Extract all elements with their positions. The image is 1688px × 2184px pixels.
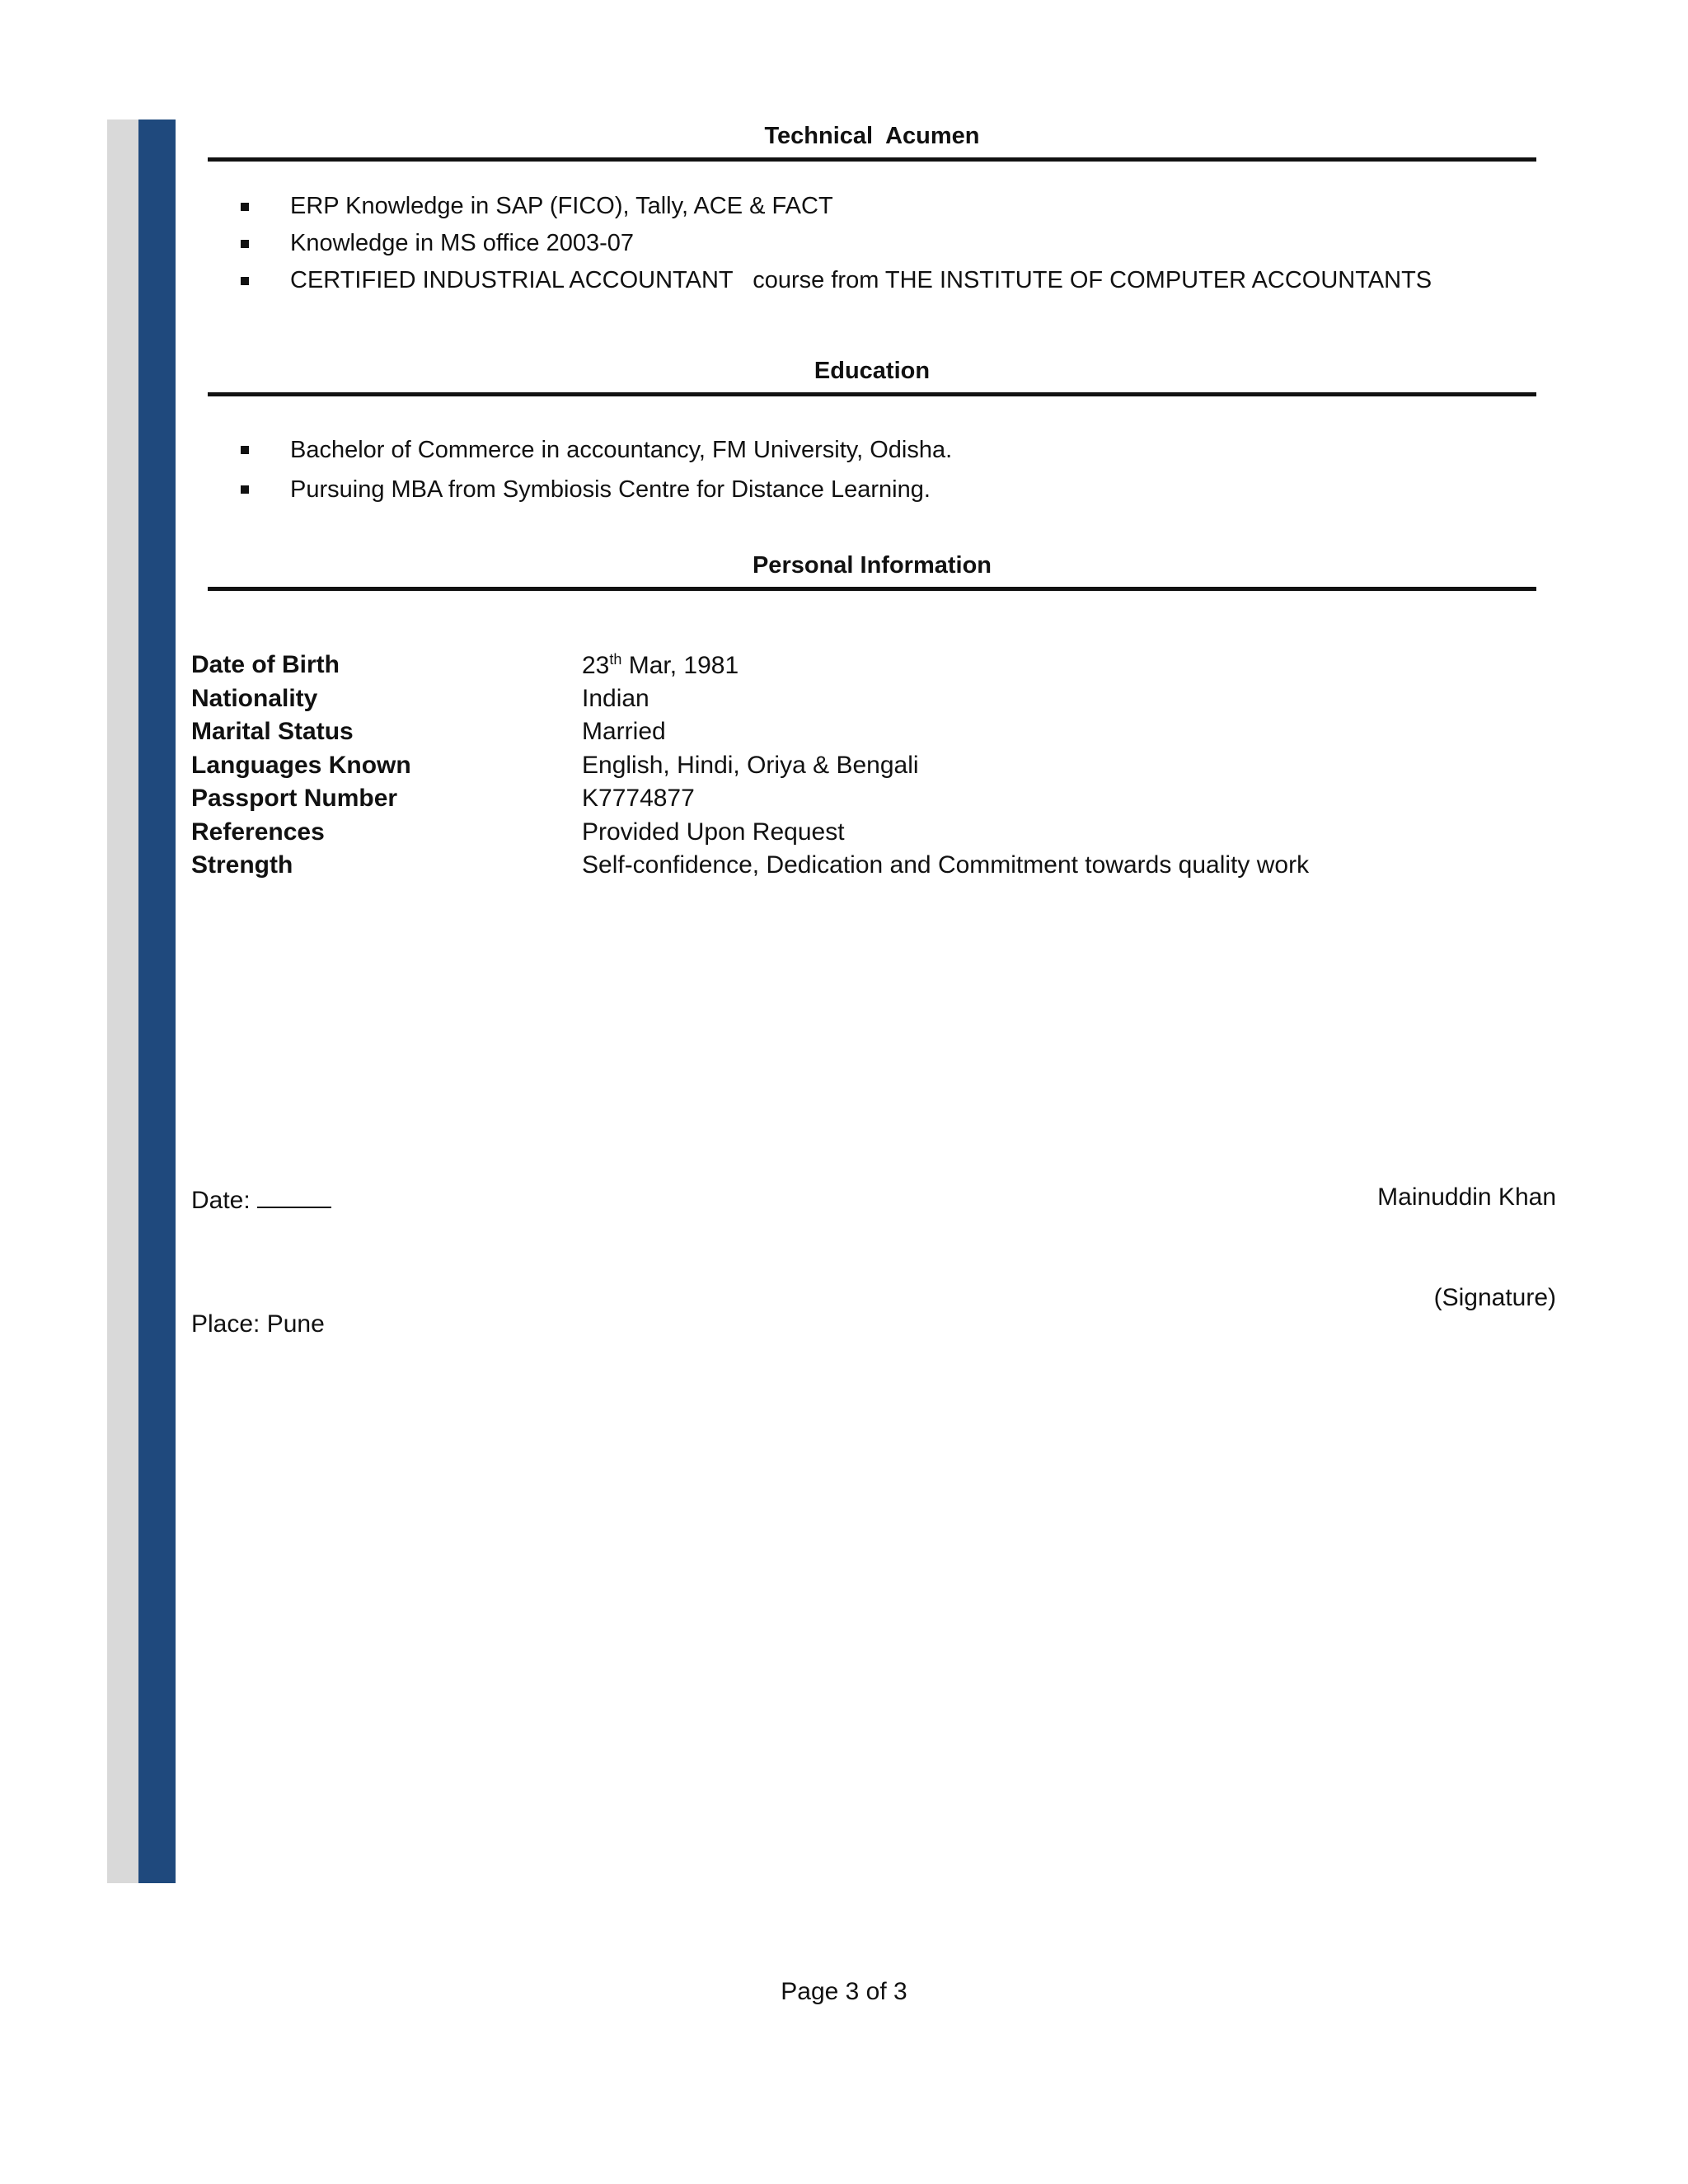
- list-item: Knowledge in MS office 2003-07: [241, 225, 1432, 262]
- list-item: Bachelor of Commerce in accountancy, FM University, Odisha.: [241, 430, 952, 470]
- date-line: Date:: [191, 1187, 331, 1215]
- date-blank: [257, 1187, 331, 1208]
- technical-list: [241, 188, 1432, 299]
- education-list: [241, 430, 952, 509]
- list-item: Pursuing MBA from Symbiosis Centre for Distance Learning.: [241, 470, 952, 509]
- personal-heading: Personal Information: [208, 549, 1536, 591]
- bullet-icon: [241, 446, 249, 454]
- signatory-name: Mainuddin Khan: [1377, 1183, 1556, 1211]
- place-line: Place: Pune: [191, 1310, 325, 1338]
- list-item: CERTIFIED INDUSTRIAL ACCOUNTANT course from THE INSTITUTE OF COMPUTER ACCOUNTANTS: [241, 262, 1432, 299]
- bullet-icon: [241, 277, 249, 285]
- list-item: ERP Knowledge in SAP (FICO), Tally, ACE & FACT: [241, 188, 1432, 225]
- education-heading: Education: [208, 354, 1536, 396]
- decorative-grey-bar: [107, 120, 138, 1883]
- personal-section: [208, 549, 1536, 591]
- decorative-blue-bar: [138, 120, 176, 1883]
- technical-heading: Technical Acumen: [208, 120, 1536, 162]
- technical-section: [208, 120, 1536, 162]
- education-section: [208, 354, 1536, 396]
- bullet-icon: [241, 240, 249, 248]
- page-number: Page 3 of 3: [781, 1978, 907, 2005]
- bullet-icon: [241, 485, 249, 494]
- bullet-icon: [241, 203, 249, 211]
- signature-label: (Signature): [1433, 1284, 1556, 1311]
